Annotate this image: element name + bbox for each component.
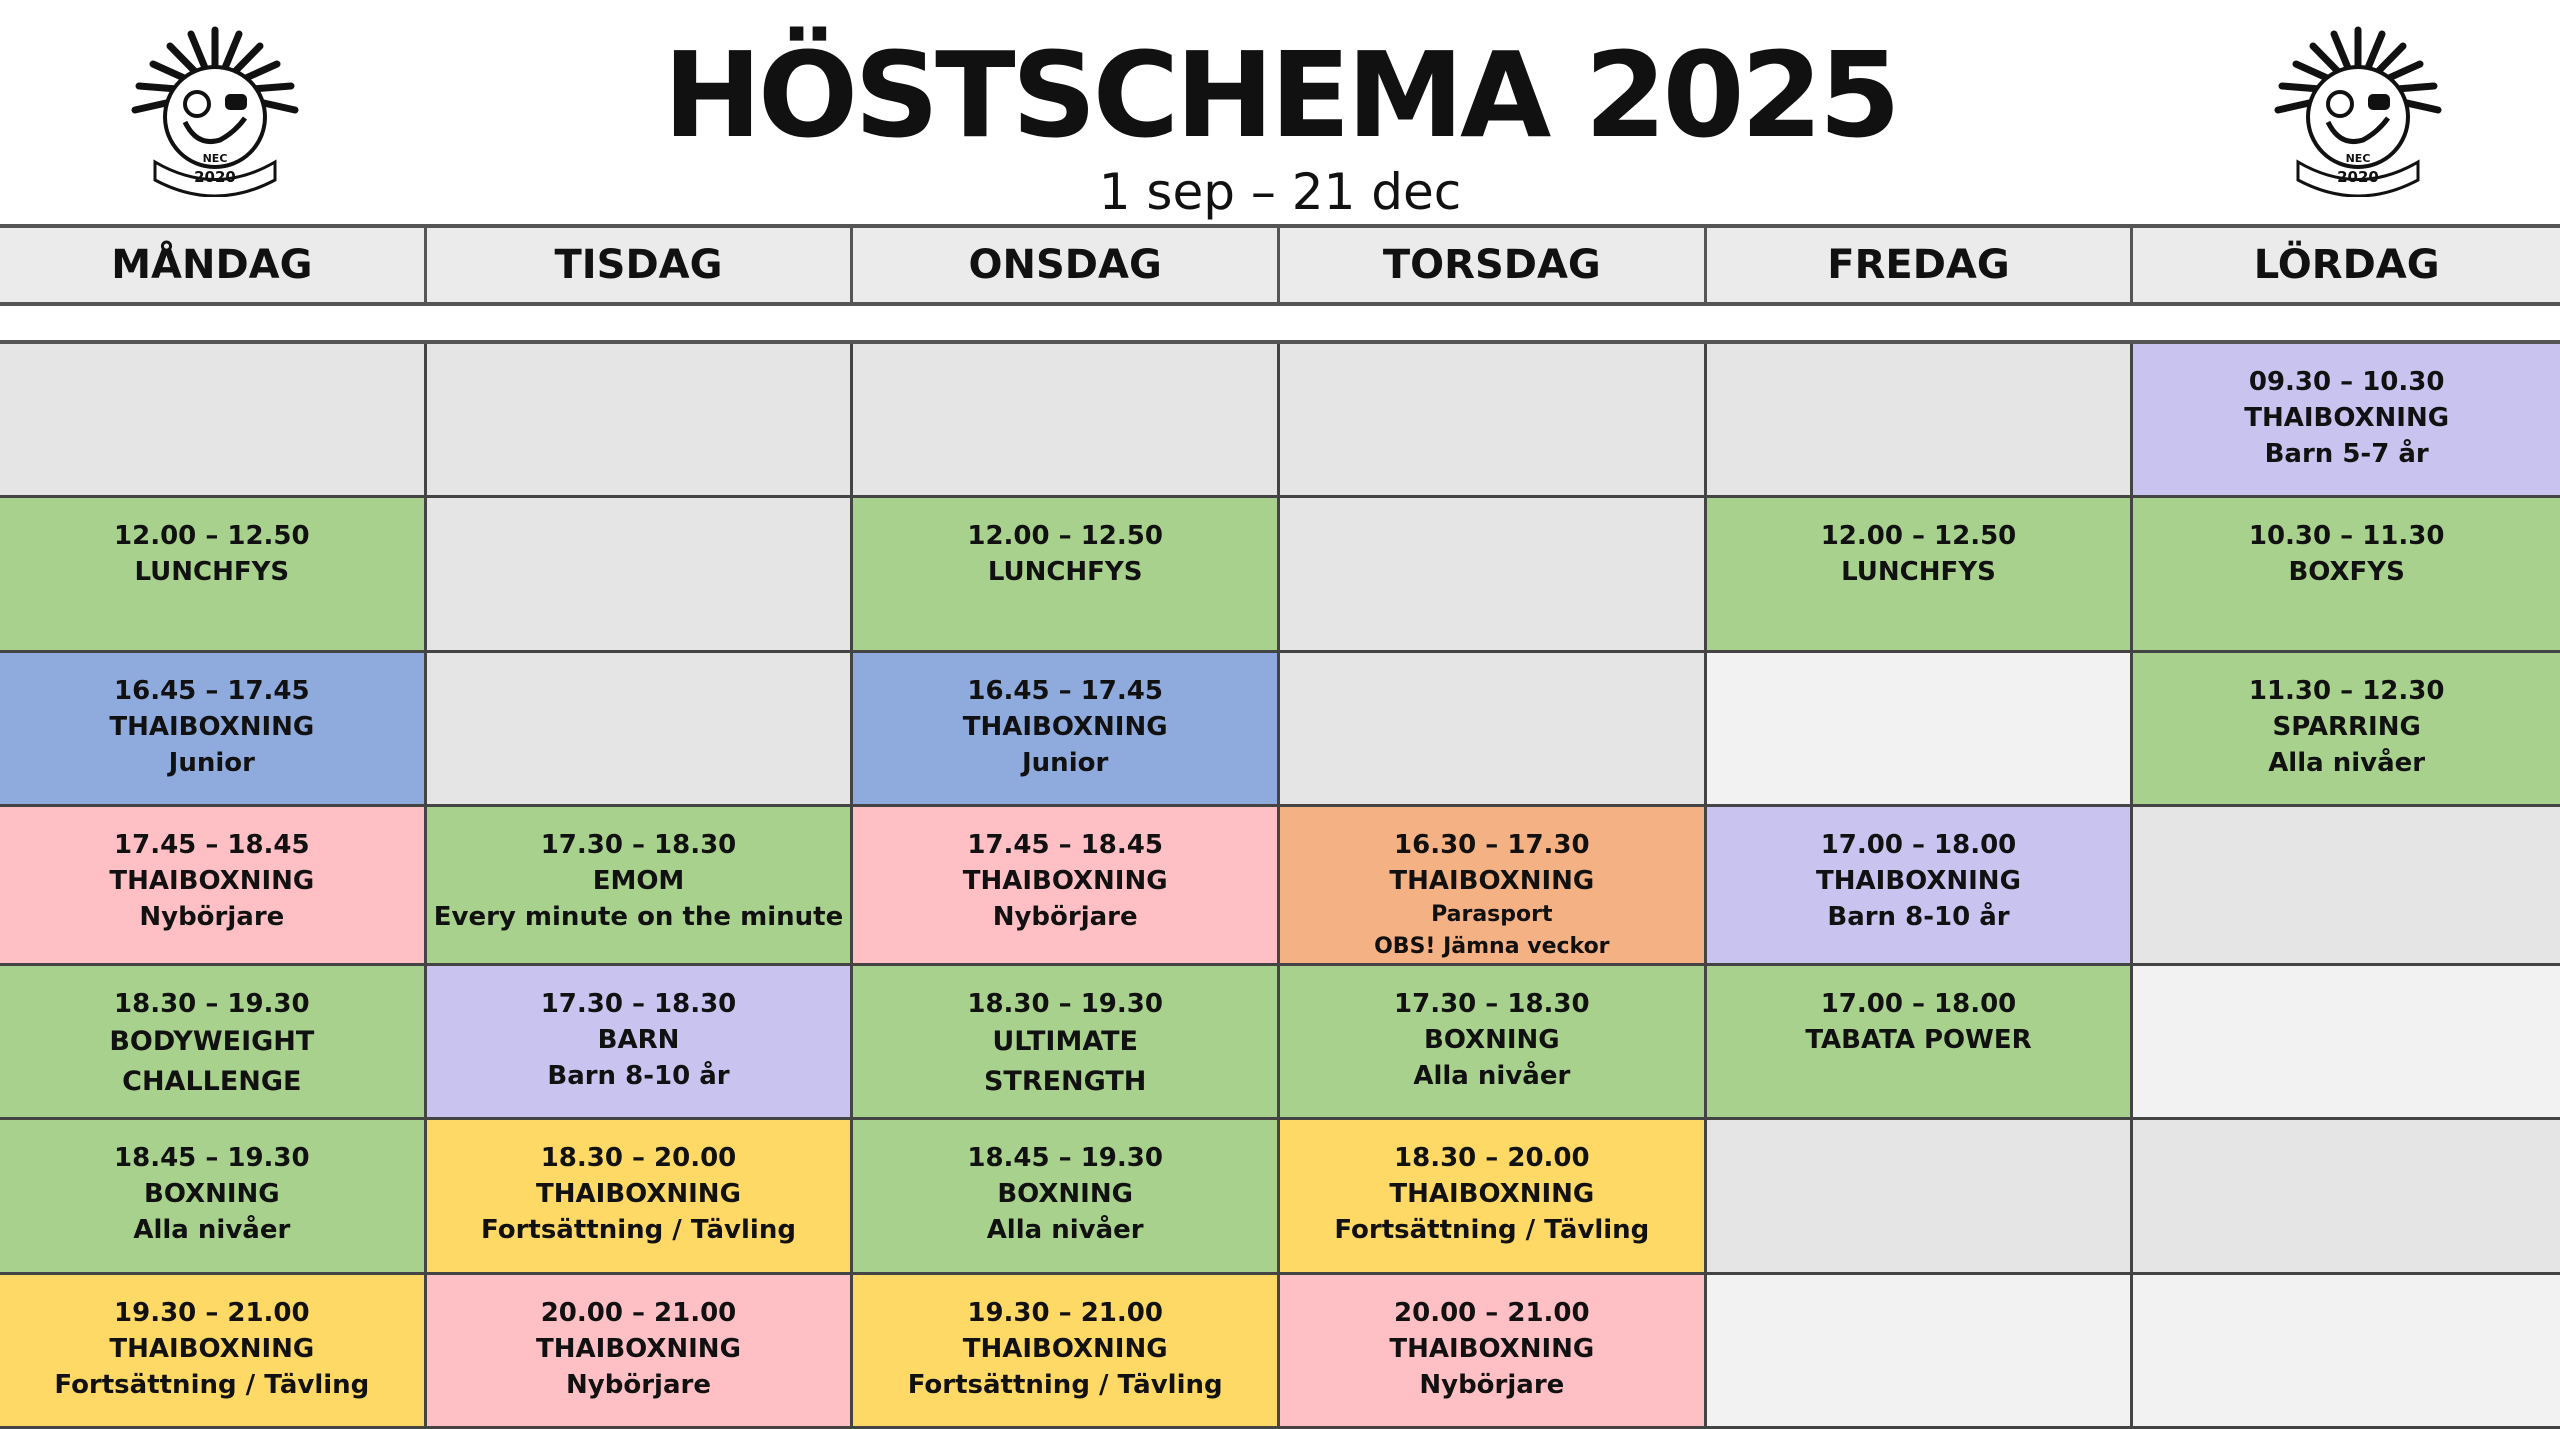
class-time: 18.30 – 20.00 <box>540 1143 737 1174</box>
logo-year-left: 2020 <box>194 168 236 186</box>
class-slot <box>1280 966 1707 1120</box>
empty-slot <box>1707 1275 2134 1429</box>
class-time: 10.30 – 11.30 <box>2248 521 2445 552</box>
empty-slot <box>427 498 854 652</box>
class-slot <box>1707 498 2134 652</box>
class-time: 18.30 – 19.30 <box>967 988 1163 1019</box>
class-detail: Alla nivåer <box>1413 1060 1571 1091</box>
class-detail: Fortsättning / Tävling <box>481 1215 796 1246</box>
page-title: HÖSTSCHEMA 2025 <box>663 26 1897 164</box>
class-name: LUNCHFYS <box>1841 557 1996 588</box>
class-name: BARN <box>597 1024 680 1055</box>
class-detail: Nybörjare <box>566 1369 711 1400</box>
class-name: THAIBOXNING <box>1816 865 2021 896</box>
class-detail: Barn 8-10 år <box>1827 901 2010 932</box>
class-detail: Junior <box>1022 747 1109 778</box>
class-name: LUNCHFYS <box>987 557 1143 588</box>
class-time: 19.30 – 21.00 <box>967 1297 1163 1328</box>
class-time: 18.30 – 20.00 <box>1394 1143 1590 1174</box>
class-slot <box>1707 966 2134 1120</box>
class-time: 09.30 – 10.30 <box>2248 367 2445 397</box>
class-detail: Alla nivåer <box>2268 747 2426 778</box>
day-header-friday: FREDAG <box>1707 228 2134 302</box>
class-slot <box>1280 1275 1707 1429</box>
day-header-monday: MÅNDAG <box>0 228 427 302</box>
class-slot <box>1707 807 2134 966</box>
class-time: 17.00 – 18.00 <box>1820 829 2017 860</box>
class-detail: Alla nivåer <box>133 1215 291 1246</box>
day-header-wednesday: ONSDAG <box>853 228 1280 302</box>
class-slot <box>427 1120 854 1274</box>
class-time: 17.45 – 18.45 <box>114 829 310 860</box>
empty-slot <box>2133 1120 2560 1274</box>
class-time: 12.00 – 12.50 <box>114 521 310 552</box>
empty-slot <box>1707 653 2134 807</box>
class-slot <box>853 1120 1280 1274</box>
class-name: TABATA POWER <box>1805 1024 2032 1055</box>
class-time: 18.45 – 19.30 <box>967 1143 1163 1174</box>
class-time: 17.45 – 18.45 <box>967 829 1163 860</box>
class-slot <box>853 1275 1280 1429</box>
class-name: THAIBOXNING <box>109 865 315 896</box>
class-name: BOXFYS <box>2288 557 2405 588</box>
title-block <box>0 26 2560 222</box>
empty-slot <box>1280 653 1707 807</box>
logo-year-right: 2020 <box>2337 168 2379 186</box>
class-slot <box>853 653 1280 807</box>
class-time: 16.45 – 17.45 <box>114 675 310 706</box>
class-slot <box>0 653 427 807</box>
class-slot <box>1280 807 1707 966</box>
class-time: 17.00 – 18.00 <box>1820 988 2017 1019</box>
empty-slot <box>0 344 427 498</box>
class-name: EMOM <box>592 865 685 896</box>
class-detail: Fortsättning / Tävling <box>54 1369 370 1400</box>
class-time: 20.00 – 21.00 <box>540 1297 737 1328</box>
class-slot <box>0 807 427 966</box>
class-name: THAIBOXNING <box>962 711 1168 742</box>
class-name: THAIBOXNING <box>1389 1179 1595 1210</box>
empty-slot <box>427 653 854 807</box>
class-detail: Nybörjare <box>992 901 1138 932</box>
class-name: THAIBOXNING <box>1389 865 1595 896</box>
schedule-grid <box>0 340 2560 1429</box>
class-name: THAIBOXNING <box>2244 403 2450 433</box>
class-detail: OBS! Jämna veckor <box>1374 933 1610 959</box>
class-time: 12.00 – 12.50 <box>967 521 1163 552</box>
class-time: 17.30 – 18.30 <box>540 988 737 1019</box>
class-slot <box>427 807 854 966</box>
logo-text-right: NEC <box>2345 152 2371 165</box>
empty-slot <box>1280 498 1707 652</box>
class-name: THAIBOXNING <box>109 1333 315 1364</box>
class-name: ULTIMATE <box>992 1025 1138 1057</box>
class-name: THAIBOXNING <box>109 711 315 742</box>
class-slot <box>2133 344 2560 498</box>
class-detail: STRENGTH <box>983 1065 1147 1097</box>
class-slot <box>853 966 1280 1120</box>
date-range: 1 sep – 21 dec <box>1098 163 1462 221</box>
day-header-row <box>0 224 2560 306</box>
class-slot <box>853 498 1280 652</box>
empty-slot <box>2133 966 2560 1120</box>
class-slot <box>427 1275 854 1429</box>
class-detail: Alla nivåer <box>986 1215 1144 1246</box>
class-name: BOXNING <box>1424 1024 1560 1055</box>
day-header-thursday: TORSDAG <box>1280 228 1707 302</box>
class-time: 17.30 – 18.30 <box>540 829 737 860</box>
class-name: BODYWEIGHT <box>109 1025 315 1057</box>
class-time: 17.30 – 18.30 <box>1394 988 1590 1019</box>
class-detail: Parasport <box>1431 901 1553 927</box>
class-detail: Barn 5-7 år <box>2264 439 2429 469</box>
class-time: 12.00 – 12.50 <box>1820 521 2017 552</box>
class-detail: Junior <box>168 747 255 778</box>
class-time: 18.30 – 19.30 <box>114 988 310 1019</box>
class-slot <box>2133 653 2560 807</box>
class-time: 20.00 – 21.00 <box>1394 1297 1590 1328</box>
class-slot <box>0 966 427 1120</box>
class-detail: Fortsättning / Tävling <box>907 1369 1223 1400</box>
class-detail: Fortsättning / Tävling <box>1334 1215 1650 1246</box>
class-slot <box>853 807 1280 966</box>
class-slot <box>2133 498 2560 652</box>
empty-slot <box>853 344 1280 498</box>
class-detail: Every minute on the minute <box>433 901 844 932</box>
empty-slot <box>1707 344 2134 498</box>
class-name: THAIBOXNING <box>962 1333 1168 1364</box>
class-name: SPARRING <box>2272 711 2421 742</box>
logo-text-left: NEC <box>202 152 228 165</box>
day-header-tuesday: TISDAG <box>427 228 854 302</box>
class-detail: Nybörjare <box>139 901 285 932</box>
class-detail: Nybörjare <box>1419 1369 1565 1400</box>
class-time: 11.30 – 12.30 <box>2248 675 2445 706</box>
class-slot <box>1280 1120 1707 1274</box>
class-time: 18.45 – 19.30 <box>114 1143 310 1174</box>
class-slot <box>0 1120 427 1274</box>
class-name: LUNCHFYS <box>134 557 290 588</box>
empty-slot <box>427 344 854 498</box>
empty-slot <box>1707 1120 2134 1274</box>
class-name: THAIBOXNING <box>536 1333 741 1364</box>
class-time: 19.30 – 21.00 <box>114 1297 310 1328</box>
class-detail: CHALLENGE <box>122 1065 302 1097</box>
class-name: BOXNING <box>997 1179 1133 1210</box>
class-time: 16.45 – 17.45 <box>967 675 1163 706</box>
class-time: 16.30 – 17.30 <box>1394 829 1590 860</box>
class-slot <box>427 966 854 1120</box>
class-slot <box>0 1275 427 1429</box>
class-slot <box>0 498 427 652</box>
class-name: THAIBOXNING <box>962 865 1168 896</box>
day-header-saturday: LÖRDAG <box>2253 242 2440 288</box>
empty-slot <box>2133 807 2560 966</box>
class-name: THAIBOXNING <box>1389 1333 1595 1364</box>
class-name: THAIBOXNING <box>536 1179 741 1210</box>
class-name: BOXNING <box>144 1179 280 1210</box>
empty-slot <box>2133 1275 2560 1429</box>
class-detail: Barn 8-10 år <box>547 1060 730 1091</box>
empty-slot <box>1280 344 1707 498</box>
